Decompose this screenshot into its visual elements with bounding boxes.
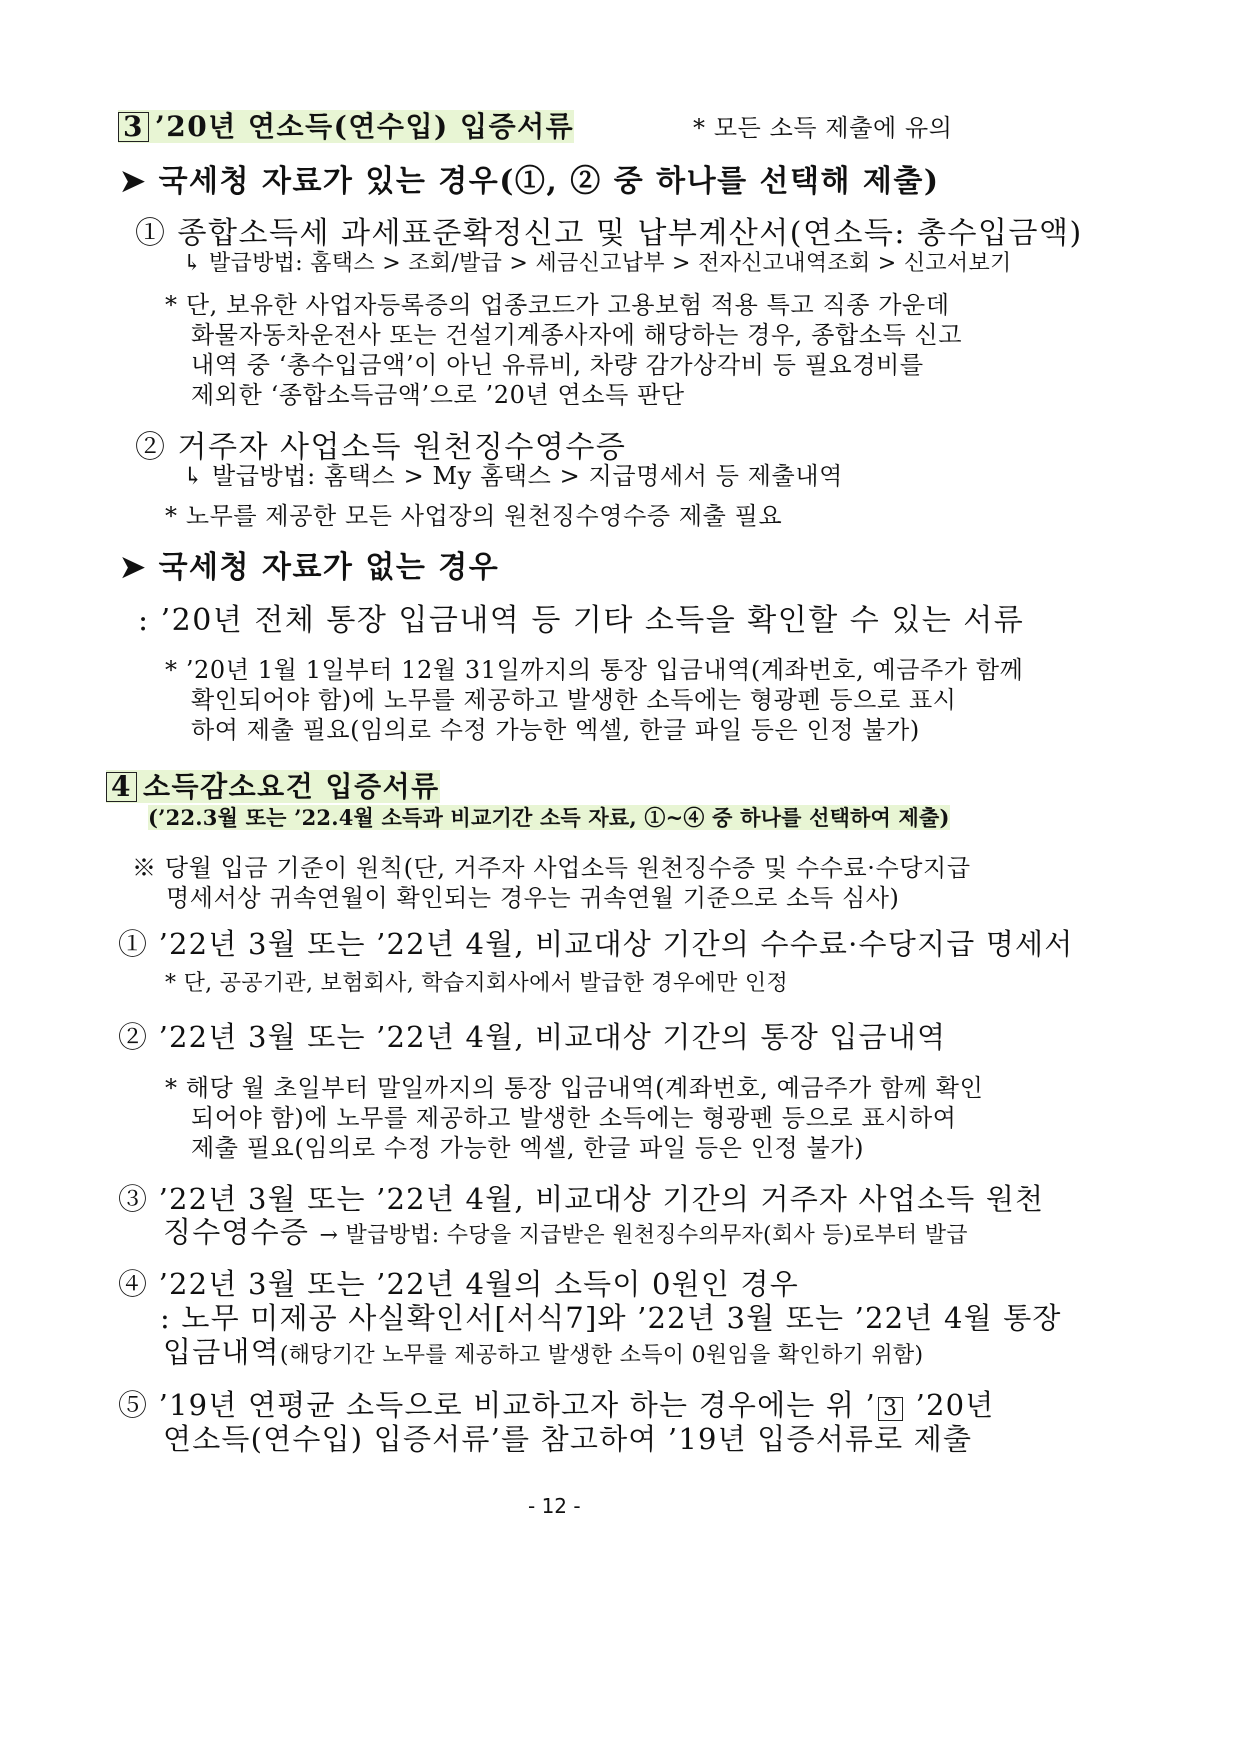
page-number: - 12 - <box>528 1494 581 1518</box>
sec4-item-4-line3-main: 입금내역 <box>163 1335 280 1369</box>
section-4-subtitle-wrap <box>148 802 950 832</box>
case-without-nts-heading: ➤ 국세청 자료가 없는 경우 <box>120 550 500 585</box>
item-2-method: ↳ 발급방법: 홈택스 > My 홈택스 > 지급명세서 등 제출내역 <box>183 462 843 490</box>
case-2-note-line: 하여 제출 필요(임의로 수정 가능한 엑셀, 한글 파일 등은 인정 불가) <box>191 716 920 744</box>
section-3-note: * 모든 소득 제출에 유의 <box>693 114 953 142</box>
section-4-heading <box>106 765 440 805</box>
sec4-item-4-line: ④ ’22년 3월 또는 ’22년 4월의 소득이 0원인 경우 <box>118 1267 799 1301</box>
sec4-item-4-line3-paren: (해당기간 노무를 제공하고 발생한 소득이 0원임을 확인하기 위함) <box>279 1343 924 1368</box>
sec4-item-4-line: : 노무 미제공 사실확인서[서식7]와 ’22년 3월 또는 ’22년 4월 통장 <box>160 1301 1062 1335</box>
sec4-item-2: ② ’22년 3월 또는 ’22년 4월, 비교대상 기간의 통장 입금내역 <box>118 1020 947 1054</box>
sec4-item-5-line1-b: ’20년 <box>905 1388 995 1422</box>
section-4-subtitle: (’22.3월 또는 ’22.4월 소득과 비교기간 소득 자료, ①~④ 중 하나를 선택하여 제출) <box>148 805 950 830</box>
section-3-heading <box>118 105 574 145</box>
section-3-highlight <box>118 110 574 143</box>
case-with-nts-heading: ➤ 국세청 자료가 있는 경우(①, ② 중 하나를 선택해 제출) <box>120 164 940 199</box>
item-1-method: ↳ 발급방법: 홈택스 > 조회/발급 > 세금신고납부 > 전자신고내역조회 > 신고서보기 <box>183 251 1012 276</box>
sec4-item-4-line3 <box>163 1330 923 1371</box>
item-1-note-line: 화물자동차운전사 또는 건설기계종사자에 해당하는 경우, 종합소득 신고 <box>191 321 963 349</box>
section-4-rule-line: 명세서상 귀속연월이 확인되는 경우는 귀속연월 기준으로 소득 심사) <box>166 884 900 912</box>
item-1-note-line: * 단, 보유한 사업자등록증의 업종코드가 고용보험 적용 특고 직종 가운데 <box>165 291 950 319</box>
section-4-rule-line: ※ 당월 입금 기준이 원칙(단, 거주자 사업소득 원천징수증 및 수수료·수당지급 <box>132 854 971 882</box>
item-1-note-line: 제외한 ‘종합소득금액’으로 ’20년 연소득 판단 <box>191 381 685 409</box>
sec4-item-5-line2: 연소득(연수입) 입증서류’를 참고하여 ’19년 입증서류로 제출 <box>163 1422 973 1456</box>
section-3-title: ’20년 연소득(연수입) 입증서류 <box>154 110 575 143</box>
sec4-item-3-line2 <box>163 1210 968 1251</box>
sec4-item-3-line2-main: 징수영수증 <box>163 1215 320 1249</box>
section-4-highlight <box>106 770 440 803</box>
sec4-item-3-line2-method: → 발급방법: 수당을 지급받은 원천징수의무자(회사 등)로부터 발급 <box>319 1223 968 1248</box>
sec4-item-1: ① ’22년 3월 또는 ’22년 4월, 비교대상 기간의 수수료·수당지급 명세서 <box>118 927 1074 961</box>
sec4-item-5-box: 3 <box>878 1397 903 1421</box>
sec4-item-2-note-line: * 해당 월 초일부터 말일까지의 통장 입금내역(계좌번호, 예금주가 함께 확인 <box>165 1074 984 1102</box>
case-without-nts-body: : ’20년 전체 통장 입금내역 등 기타 소득을 확인할 수 있는 서류 <box>138 603 1025 638</box>
sec4-item-3-line: ③ ’22년 3월 또는 ’22년 4월, 비교대상 기간의 거주자 사업소득 원천 <box>118 1182 1045 1216</box>
case-2-note-line: * ’20년 1월 1일부터 12월 31일까지의 통장 입금내역(계좌번호, 예금주가 함께 <box>165 656 1024 684</box>
section-4-number-box: 4 <box>106 772 137 802</box>
sec4-item-5-line1-a: ⑤ ’19년 연평균 소득으로 비교하고자 하는 경우에는 위 ’ <box>118 1388 876 1422</box>
item-2-title: ② 거주자 사업소득 원천징수영수증 <box>135 430 627 465</box>
sec4-item-1-note: * 단, 공공기관, 보험회사, 학습지회사에서 발급한 경우에만 인정 <box>165 971 789 996</box>
section-3-number-box: 3 <box>118 112 149 142</box>
section-4-title: 소득감소요건 입증서류 <box>142 770 440 803</box>
sec4-item-2-note-line: 제출 필요(임의로 수정 가능한 엑셀, 한글 파일 등은 인정 불가) <box>191 1134 865 1162</box>
item-2-note: * 노무를 제공한 모든 사업장의 원천징수영수증 제출 필요 <box>165 502 783 530</box>
item-1-title: ① 종합소득세 과세표준확정신고 및 납부계산서(연소득: 총수입금액) <box>135 216 1083 251</box>
item-1-note-line: 내역 중 ‘총수입금액’이 아닌 유류비, 차량 감가상각비 등 필요경비를 <box>191 351 924 379</box>
sec4-item-2-note-line: 되어야 함)에 노무를 제공하고 발생한 소득에는 형광펜 등으로 표시하여 <box>191 1104 957 1132</box>
case-2-note-line: 확인되어야 함)에 노무를 제공하고 발생한 소득에는 형광펜 등으로 표시 <box>191 686 957 714</box>
